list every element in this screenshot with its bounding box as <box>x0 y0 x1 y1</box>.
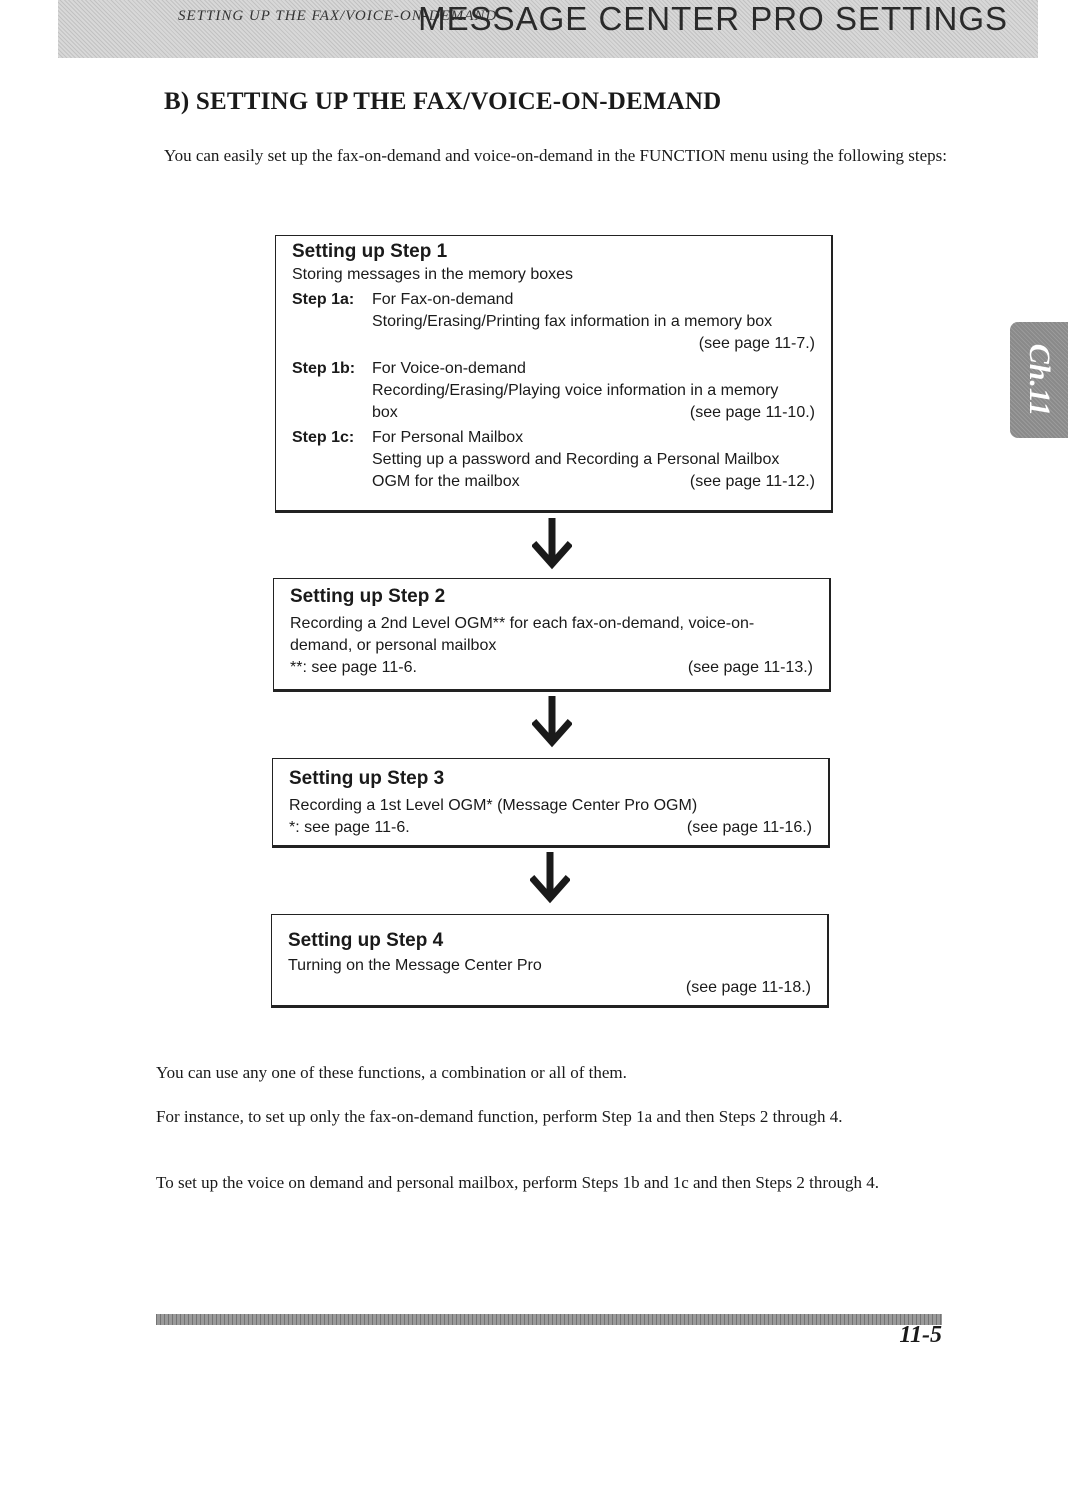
step1b-label: Step 1b: <box>292 360 356 377</box>
step1-title: Setting up Step 1 <box>292 241 448 262</box>
down-arrow-icon <box>530 852 570 904</box>
step1-box <box>275 235 833 513</box>
footer-bar <box>156 1314 942 1325</box>
step1b-desc-cont: box <box>372 404 398 421</box>
step2-line1: Recording a 2nd Level OGM** for each fax-on-demand, voice-on- <box>290 615 755 632</box>
chapter-tab <box>1010 322 1068 438</box>
para-combination: You can use any one of these functions, a combination or all of them. <box>156 1063 627 1082</box>
step4-box <box>271 914 829 1008</box>
down-arrow-icon <box>532 696 572 748</box>
para-voice-mailbox: To set up the voice on demand and personal mailbox, perform Steps 1b and 1c and then Steps 2 through 4. <box>156 1173 880 1192</box>
step1c-label: Step 1c: <box>292 429 355 446</box>
header-bar <box>58 0 1038 58</box>
step4-ref: (see page 11-18.) <box>685 979 811 996</box>
down-arrow-icon <box>532 518 572 570</box>
step4-title: Setting up Step 4 <box>288 930 444 951</box>
step3-line1: Recording a 1st Level OGM* (Message Center Pro OGM) <box>289 797 698 814</box>
step1a-desc: Storing/Erasing/Printing fax information in a memory box <box>372 313 773 330</box>
step1b-heading: For Voice-on-demand <box>372 360 526 377</box>
step3-note: *: see page 11-6. <box>289 819 410 836</box>
step1c-ref: (see page 11-12.) <box>689 473 815 490</box>
step3-title: Setting up Step 3 <box>289 768 445 789</box>
page-number: 11-5 <box>899 1322 942 1348</box>
step3-ref: (see page 11-16.) <box>686 819 812 836</box>
step1a-heading: For Fax-on-demand <box>372 291 514 308</box>
chapter-tab-label: Ch.11 <box>1023 343 1056 417</box>
step2-line2: demand, or personal mailbox <box>290 637 497 654</box>
step1a-label: Step 1a: <box>292 291 355 308</box>
step4-line1: Turning on the Message Center Pro <box>288 957 542 974</box>
step1-subtitle: Storing messages in the memory boxes <box>292 266 574 283</box>
step1b-ref: (see page 11-10.) <box>689 404 815 421</box>
step1a-ref: (see page 11-7.) <box>698 335 815 352</box>
step3-box <box>272 758 830 848</box>
header-subtitle: SETTING UP THE FAX/VOICE-ON-DEMAND <box>178 8 498 24</box>
intro-text: You can easily set up the fax-on-demand and voice-on-demand in the FUNCTION menu using the following steps: <box>164 146 947 165</box>
step2-box <box>273 578 831 692</box>
step2-ref: (see page 11-13.) <box>687 659 813 676</box>
step1b-desc: Recording/Erasing/Playing voice information in a memory <box>372 382 779 399</box>
header-title: MESSAGE CENTER PRO SETTINGS <box>418 0 1008 37</box>
step2-note: **: see page 11-6. <box>290 659 417 676</box>
step1c-desc: Setting up a password and Recording a Personal Mailbox <box>372 451 780 468</box>
para-fax-only: For instance, to set up only the fax-on-demand function, perform Step 1a and then Steps 2 through 4. <box>156 1107 843 1126</box>
step1c-desc-cont: OGM for the mailbox <box>372 473 520 490</box>
step1c-heading: For Personal Mailbox <box>372 429 524 446</box>
step2-title: Setting up Step 2 <box>290 586 446 607</box>
section-title: B) SETTING UP THE FAX/VOICE-ON-DEMAND <box>164 88 722 115</box>
